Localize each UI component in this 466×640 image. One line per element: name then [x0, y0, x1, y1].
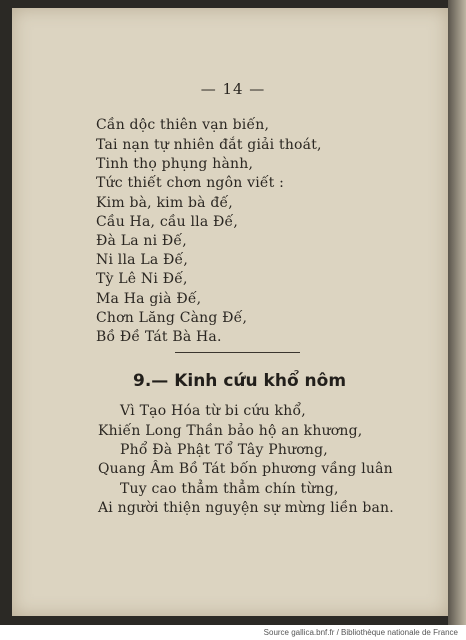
verse-line: Tỳ Lê Ni Đế,	[96, 271, 188, 287]
verse-line: Cầu Ha, cầu lla Đế,	[96, 214, 239, 230]
verse-line: Bồ Đề Tát Bà Ha.	[96, 329, 222, 345]
verse-line: Quang Âm Bồ Tát bốn phương vầng luân	[98, 461, 393, 477]
source-credit[interactable]: Source gallica.bnf.fr / Bibliothèque nationale de France	[263, 628, 458, 637]
verse-line: Kim bà, kim bà đế,	[96, 195, 233, 211]
verse-line: Khiến Long Thần bảo hộ an khương,	[98, 423, 363, 439]
verse-line: Vì Tạo Hóa từ bi cứu khổ,	[120, 403, 306, 419]
verse-line: Chơn Lăng Càng Đế,	[96, 310, 248, 326]
verse-line: Đà La ni Đế,	[96, 233, 187, 249]
verse-line: Cần dộc thiên vạn biến,	[96, 117, 270, 133]
verse-line: Tức thiết chơn ngôn viết :	[96, 175, 285, 191]
section-divider	[175, 352, 300, 353]
verse-line: Phổ Đà Phật Tổ Tây Phương,	[120, 442, 328, 458]
page-number: — 14 —	[200, 80, 266, 98]
verse-line: Ai người thiện nguyện sự mừng liền ban.	[98, 500, 394, 516]
verse-line: Tuy cao thẳm thẳm chín từng,	[120, 481, 339, 497]
verse-line: Ni lla La Đế,	[96, 252, 188, 268]
section-heading: 9.— Kinh cứu khổ nôm	[133, 371, 347, 391]
verse-line: Tinh thọ phụng hành,	[96, 156, 254, 172]
verse-line: Tai nạn tự nhiên đắt giải thoát,	[96, 137, 322, 153]
verse-line: Ma Ha già Đế,	[96, 291, 202, 307]
